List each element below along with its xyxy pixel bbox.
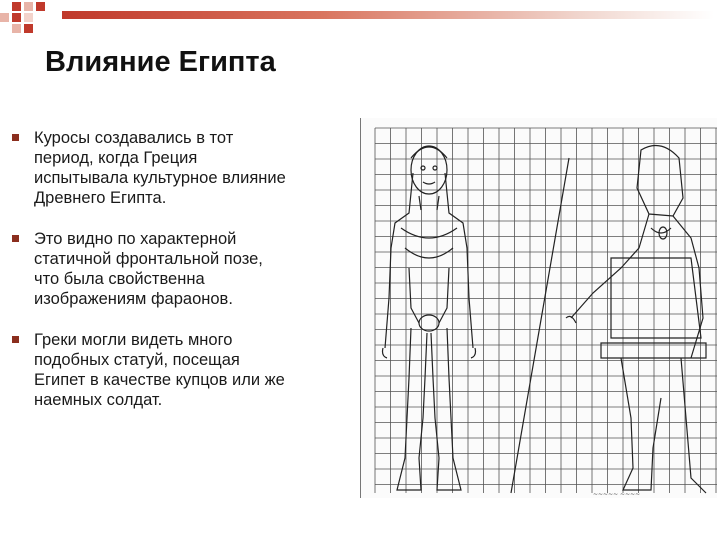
corner-decoration <box>0 0 60 40</box>
bullet-marker-icon <box>12 134 19 141</box>
slide-title: Влияние Египта <box>45 46 276 78</box>
bullet-marker-icon <box>12 336 19 343</box>
bullet-item <box>12 229 352 309</box>
figure-caption-icon: ~~~~~ ~~~~ <box>593 491 641 498</box>
bullet-item <box>12 330 352 410</box>
bullet-item <box>12 128 352 208</box>
header-accent-bar <box>62 11 714 19</box>
bullet-text: Это видно по характерной статичной фронтальной позе, что была свойственна изображениям фараонов. <box>34 230 263 308</box>
bullet-marker-icon <box>12 235 19 242</box>
bullet-list <box>12 128 352 431</box>
bullet-text: Греки могли видеть много подобных статуй, посещая Египет в качестве купцов или же наемных солдат. <box>34 331 285 409</box>
bullet-text: Куросы создавались в тот период, когда Греция испытывала культурное влияние Древнего Египта. <box>34 129 286 207</box>
egyptian-figure-icon <box>511 146 706 494</box>
proportion-grid-drawing-icon <box>360 118 717 498</box>
